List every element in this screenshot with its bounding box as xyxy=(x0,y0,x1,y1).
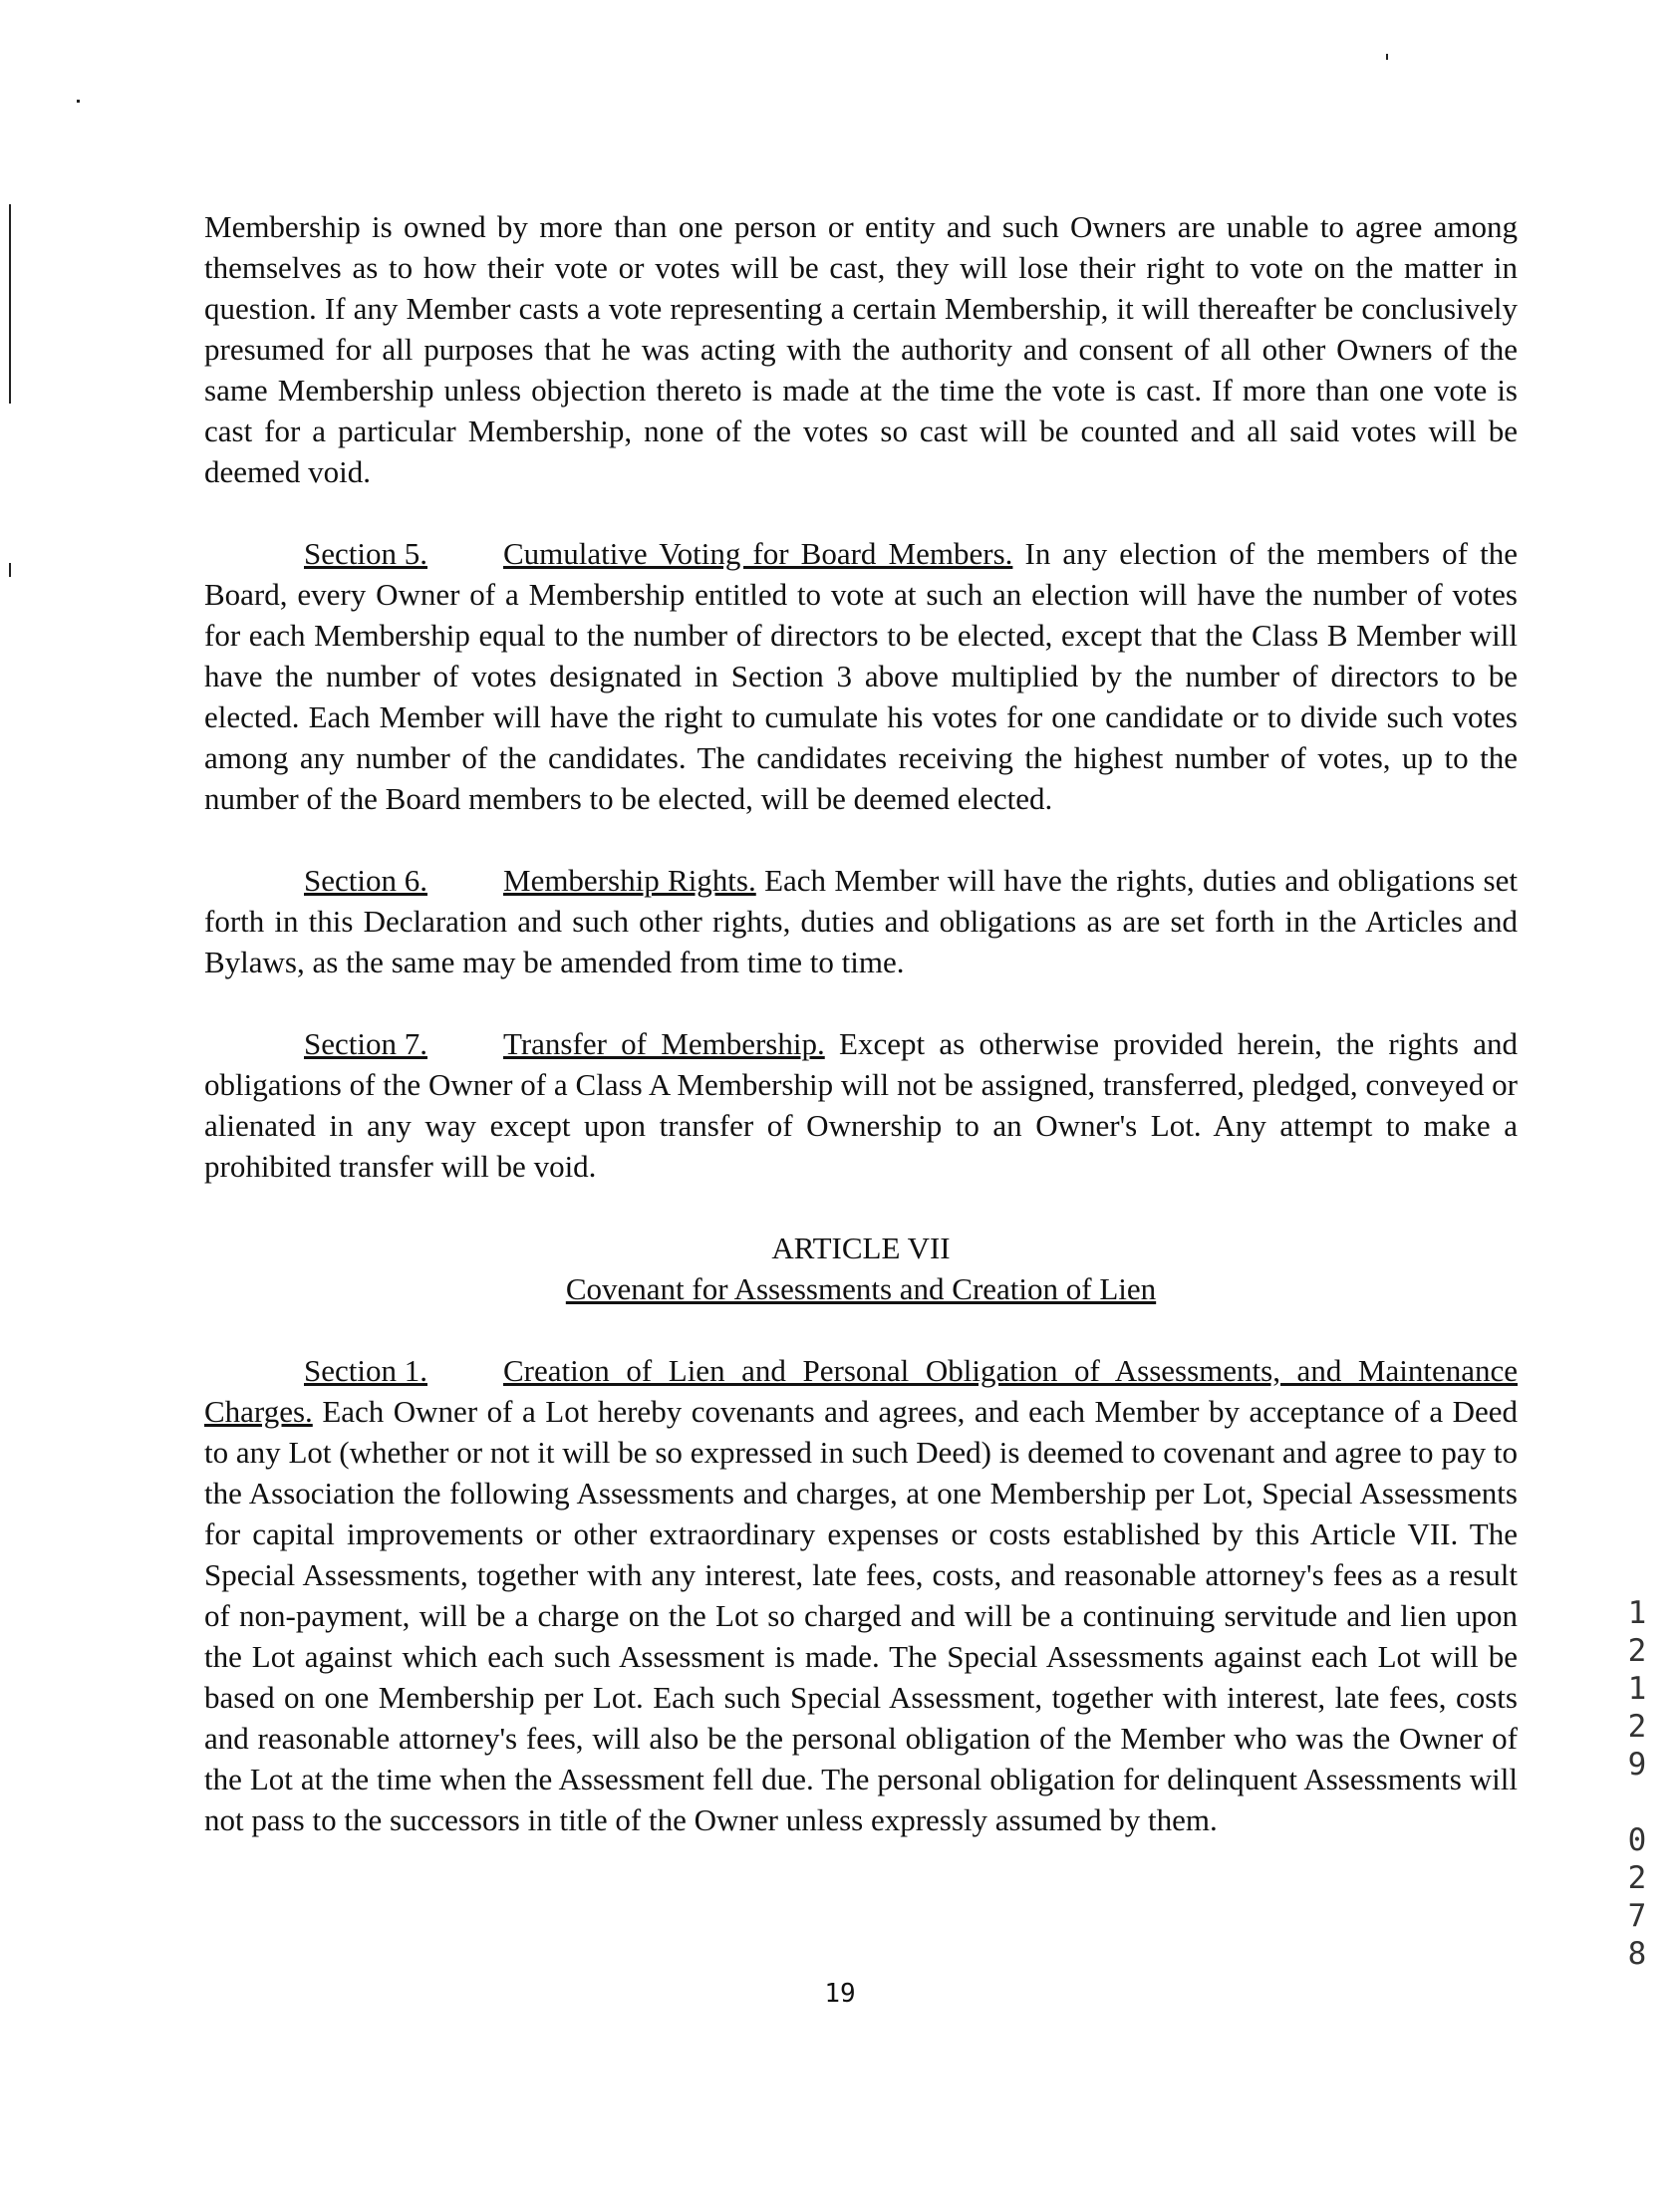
scan-mark-left-bar xyxy=(9,204,11,404)
section-number: Section 7. xyxy=(304,1026,427,1061)
article-heading xyxy=(204,1228,1518,1309)
article-title: ARTICLE VII xyxy=(771,1231,951,1265)
paragraph-text: Each Owner of a Lot hereby covenants and agrees, and each Member by acceptance of a Deed to any Lot (whether or not it will be so expressed in such Deed) is deemed to covenant and agree to pay to the Association the following Assessments and charges, at one Membership per Lot, Special Assessments for capital improvements or other extraordinary expenses or costs established by this Article VII. The Special Assessments, together with any interest, late fees, costs, and reasonable attorney's fees as a result of non-payment, will be a charge on the Lot so charged and will be a continuing servitude and lien upon the Lot against which each such Assessment is made. The Special Assessments against each Lot will be based on one Membership per Lot. Each such Special Assessment, together with interest, late fees, costs and reasonable attorney's fees, will also be the personal obligation of the Member who was the Owner of the Lot at the time when the Assessment fell due. The personal obligation for delinquent Assessments will not pass to the successors in title of the Owner unless expressly assumed by them. xyxy=(204,1394,1519,1837)
section-number: Section 1. xyxy=(304,1353,427,1388)
section-number: Section 6. xyxy=(304,863,427,898)
paragraph-text: Except as otherwise provided herein, the rights and obligations of the Owner of a Class A Membership will not be assigned, transferred, pledged, conveyed or alienated in any way except upon transfer of Ownership to an Owner's Lot. Any attempt to make a prohibited transfer will be void. xyxy=(204,1026,1519,1184)
recording-stamp xyxy=(1622,1594,1652,1973)
paragraph-section-6 xyxy=(204,860,1518,982)
recording-stamp-book: 12129 xyxy=(1627,1595,1647,1783)
scan-mark-top-right-tick xyxy=(1386,54,1388,60)
section-heading: Cumulative Voting for Board Members. xyxy=(503,536,1013,571)
page-number: 19 xyxy=(824,1979,856,2009)
document-body xyxy=(204,206,1518,1840)
paragraph-text: In any election of the members of the Board, every Owner of a Membership entitled to vote at such an election will have the number of votes for each Membership equal to the number of directors to be elected, except that the Class B Member will have the number of votes designated in Section 3 above multiplied by the number of directors to be elected. Each Member will have the right to cumulate his votes for one candidate or to divide such votes among any number of the candidates. The candidates receiving the highest number of votes, up to the number of the Board members to be elected, will be deemed elected. xyxy=(204,536,1518,816)
paragraph-section-7 xyxy=(204,1023,1518,1187)
scan-mark-left-tick xyxy=(9,563,11,577)
paragraph-section-5 xyxy=(204,533,1518,819)
section-heading: Creation of Lien and Personal Obligation of Assessments, and Maintenance Charges. xyxy=(204,1353,1518,1429)
paragraph-continuation xyxy=(204,206,1518,492)
section-heading: Membership Rights. xyxy=(503,863,756,898)
scan-mark-top-left-dot xyxy=(77,100,80,103)
paragraph-text: Each Member will have the rights, duties and obligations set forth in this Declaration and such other rights, duties and obligations as are set forth in the Articles and Bylaws, as the same may be amended from time to time. xyxy=(204,863,1518,979)
paragraph-text: Membership is owned by more than one person or entity and such Owners are unable to agree among themselves as to how their vote or votes will be cast, they will lose their right to vote on the matter in question. If any Member casts a vote representing a certain Membership, it will thereafter be conclusively presumed for all purposes that he was acting with the authority and consent of all other Owners of the same Membership unless objection thereto is made at the time the vote is cast. If more than one vote is cast for a particular Membership, none of the votes so cast will be counted and all said votes will be deemed void. xyxy=(204,209,1518,489)
article-subtitle: Covenant for Assessments and Creation of Lien xyxy=(565,1271,1157,1306)
section-heading: Transfer of Membership. xyxy=(503,1026,825,1061)
recording-stamp-page: 0278 xyxy=(1627,1822,1647,1972)
section-number: Section 5. xyxy=(304,536,427,571)
paragraph-article-section-1 xyxy=(204,1350,1518,1840)
